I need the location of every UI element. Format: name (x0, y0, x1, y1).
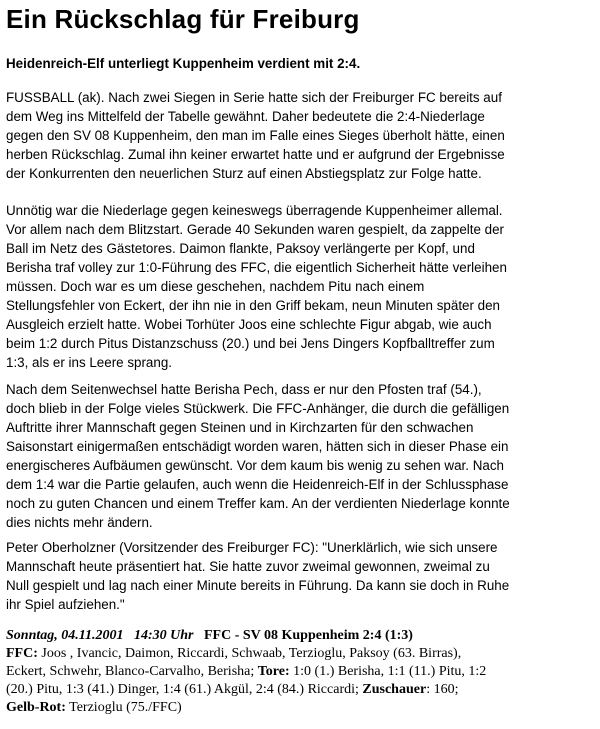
text-line: Stellungsfehler von Eckert, der ihn nie in den Griff bekam, neun Minuten später den (6, 298, 501, 313)
paragraph-second-half (6, 380, 594, 532)
match-date-time: Sonntag, 04.11.2001 14:30 Uhr (6, 628, 194, 643)
paragraph-quote (6, 538, 594, 614)
text-line: der Konkurrenten den neuerlichen Sturz auf einen Abstiegsplatz zur Folge hatte. (6, 166, 482, 181)
text-line: Berisha traf volley zur 1:0-Führung des FFC, die eigentlich Sicherheit hätte verleihen (6, 260, 507, 275)
text-line: dies nichts mehr ändern. (6, 515, 153, 530)
tore-label: Tore: (257, 664, 290, 679)
text-line: Saisonstart einigermaßen entschädigt worden waren, hätten sich in dieser Phase ein (6, 439, 509, 454)
subtitle: Heidenreich-Elf unterliegt Kuppenheim verdient mit 2:4. (6, 56, 361, 71)
goals-line (6, 681, 596, 699)
match-info (6, 627, 596, 717)
gelb-rot-label: Gelb-Rot: (6, 700, 66, 715)
goals-text: (20.) Pitu, 1:3 (41.) Dinger, 1:4 (61.) Akgül, 2:4 (84.) Riccardi; (6, 682, 359, 697)
text-line: ihr Spiel aufziehen." (6, 597, 125, 612)
paragraph-first-half (6, 201, 594, 372)
text-line: beim 1:2 durch Pitus Distanzschuss (20.) und bei Jens Dingers Kopfballtreffer zum (6, 336, 495, 351)
text-line: noch zu guten Chancen und einem Treffer kam. An der verdienten Niederlage konnte (6, 496, 510, 511)
ffc-label: FFC: (6, 646, 38, 661)
headline: Ein Rückschlag für Freiburg (6, 4, 360, 34)
text-line: Null gespielt und lag nach einer Minute bereits in Führung. Da kann sie doch in Ruhe (6, 578, 510, 593)
text-line: 1:3, als er ins Leere sprang. (6, 355, 172, 370)
text-line: Nach dem Seitenwechsel hatte Berisha Pech, dass er nur den Pfosten traf (54.), (6, 382, 482, 397)
text-line: Unnötig war die Niederlage gegen keineswegs überragende Kuppenheimer allemal. (6, 203, 503, 218)
text-line: dem Weg ins Mittelfeld der Tabelle gewähnt. Daher bedeutete die 2:4-Niederlage (6, 109, 485, 124)
match-header-line (6, 627, 596, 645)
text-line: doch blieb in der Folge vieles Stückwerk. Die FFC-Anhänger, die durch die gefälligen (6, 401, 510, 416)
text-line: dem 1:4 war die Partie gelaufen, auch wenn die Heidenreich-Elf in der Schlussphase (6, 477, 509, 492)
lineup-line-1 (6, 645, 596, 663)
text-line: energischeres Aufbäumen gewünscht. Vor dem kaum bis wenig zu sehen war. Nach (6, 458, 504, 473)
text-line: Vor allem nach dem Blitzstart. Gerade 40 Sekunden waren gespielt, da zappelte der (6, 222, 504, 237)
text-line: FUSSBALL (ak). Nach zwei Siegen in Serie hatte sich der Freiburger FC bereits auf (6, 90, 502, 105)
zuschauer-value: : 160; (426, 682, 459, 697)
lineup-text: Eckert, Schwehr, Blanco-Carvalho, Berisha; (6, 664, 255, 679)
text-line: Ball im Netz des Gästetores. Daimon flankte, Paksoy verlängerte per Kopf, und (6, 241, 475, 256)
text-line: Auftritte ihrer Mannschaft gegen Steinen und in Kirchzarten für den schwachen (6, 420, 474, 435)
text-line: Ausgleich erzielt hatte. Wobei Torhüter Joos eine schlechte Figur abgab, wie auch (6, 317, 492, 332)
gelb-rot-value: Terzioglu (75./FFC) (65, 700, 182, 715)
lineup-text: Joos , Ivancic, Daimon, Riccardi, Schwaab, Terzioglu, Paksoy (63. Birras), (37, 646, 462, 661)
zuschauer-label: Zuschauer (362, 682, 427, 697)
text-line: Peter Oberholzner (Vorsitzender des Freiburger FC): "Unerklärlich, wie sich unsere (6, 540, 498, 555)
goals-text: 1:0 (1.) Berisha, 1:1 (11.) Pitu, 1:2 (289, 664, 487, 679)
gelb-rot-line (6, 699, 596, 717)
text-line: gegen den SV 08 Kuppenheim, den man im Falle eines Sieges überholt hätte, einen (6, 128, 505, 143)
text-line: Mannschaft heute präsentiert hat. Sie hatte zuvor zweimal gewonnen, zweimal zu (6, 559, 490, 574)
text-line: herben Rückschlag. Zumal ihn keiner erwartet hatte und er aufgrund der Ergebnisse (6, 147, 505, 162)
paragraph-intro (6, 88, 594, 183)
text-line: müssen. Doch war es um diese geschehen, nachdem Pitu nach einem (6, 279, 425, 294)
match-fixture: FFC - SV 08 Kuppenheim 2:4 (1:3) (203, 628, 413, 643)
lineup-line-2 (6, 663, 596, 681)
